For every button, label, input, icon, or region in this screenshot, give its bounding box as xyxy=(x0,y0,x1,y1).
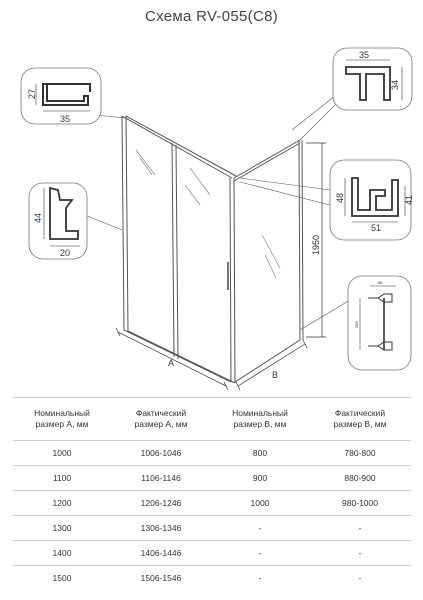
table-cell: 1400 xyxy=(13,541,111,566)
dimension-a-label: A xyxy=(168,358,175,368)
table-row xyxy=(13,491,411,516)
header-nominal-b: Номинальный размер В, мм xyxy=(211,398,309,441)
table-cell: 1200 xyxy=(13,491,111,516)
callout-right-profile xyxy=(330,160,414,240)
table-cell: - xyxy=(309,566,411,591)
table-row xyxy=(13,516,411,541)
table-row xyxy=(13,441,411,466)
table-cell: 1100 xyxy=(13,466,111,491)
table-cell: 1300 xyxy=(13,516,111,541)
glass-reflections xyxy=(136,150,280,278)
table-cell: 1306-1346 xyxy=(111,516,211,541)
table-cell: 1500 xyxy=(13,566,111,591)
table-cell: 1000 xyxy=(13,441,111,466)
table-cell: - xyxy=(211,566,309,591)
dim-44: 44 xyxy=(33,212,43,223)
dimension-b xyxy=(236,340,307,390)
callout-top-right-profile xyxy=(333,48,412,110)
table-cell: 1000 xyxy=(211,491,309,516)
table-cell: 1106-1146 xyxy=(111,466,211,491)
header-actual-b: Фактический размер В, мм xyxy=(309,398,411,441)
table-header-row xyxy=(13,398,411,441)
table-row xyxy=(13,541,411,566)
dim-41: 41 xyxy=(404,194,414,205)
dim-20: 20 xyxy=(60,248,71,258)
dim-48: 48 xyxy=(335,192,345,203)
callout-top-left-profile xyxy=(21,68,101,124)
table-cell: 880-900 xyxy=(309,466,411,491)
dim-65: 65 xyxy=(378,280,383,285)
dim-286: 286 xyxy=(354,321,359,328)
dimension-height-label: 1950 xyxy=(311,234,321,256)
table-cell: - xyxy=(309,541,411,566)
table-row xyxy=(13,566,411,591)
callout-handle xyxy=(348,276,411,370)
diagram-title: Схема RV-055(С8) xyxy=(144,8,279,25)
table-cell: - xyxy=(211,541,309,566)
table-cell: 1206-1246 xyxy=(111,491,211,516)
dim-27: 27 xyxy=(27,88,37,99)
table-cell: 1506-1546 xyxy=(111,566,211,591)
callout-left-profile xyxy=(29,183,87,259)
leader-lines xyxy=(85,88,350,330)
header-actual-a: Фактический размер А, мм xyxy=(111,398,211,441)
dim-51: 51 xyxy=(371,223,382,233)
header-nominal-a: Номинальный размер А, мм xyxy=(13,398,111,441)
dim-35-right: 35 xyxy=(359,50,370,60)
table-row xyxy=(13,466,411,491)
table-cell: 1406-1446 xyxy=(111,541,211,566)
table-cell: 800 xyxy=(211,441,309,466)
table-cell: 900 xyxy=(211,466,309,491)
size-table xyxy=(13,397,411,590)
table-cell: 1006-1046 xyxy=(111,441,211,466)
dimension-b-label: B xyxy=(272,370,279,380)
dim-35-left: 35 xyxy=(60,114,71,124)
table-cell: - xyxy=(309,516,411,541)
table-cell: - xyxy=(211,516,309,541)
table-cell: 980-1000 xyxy=(309,491,411,516)
table-cell: 780-800 xyxy=(309,441,411,466)
enclosure-frame xyxy=(122,116,303,383)
dim-34: 34 xyxy=(390,79,400,90)
